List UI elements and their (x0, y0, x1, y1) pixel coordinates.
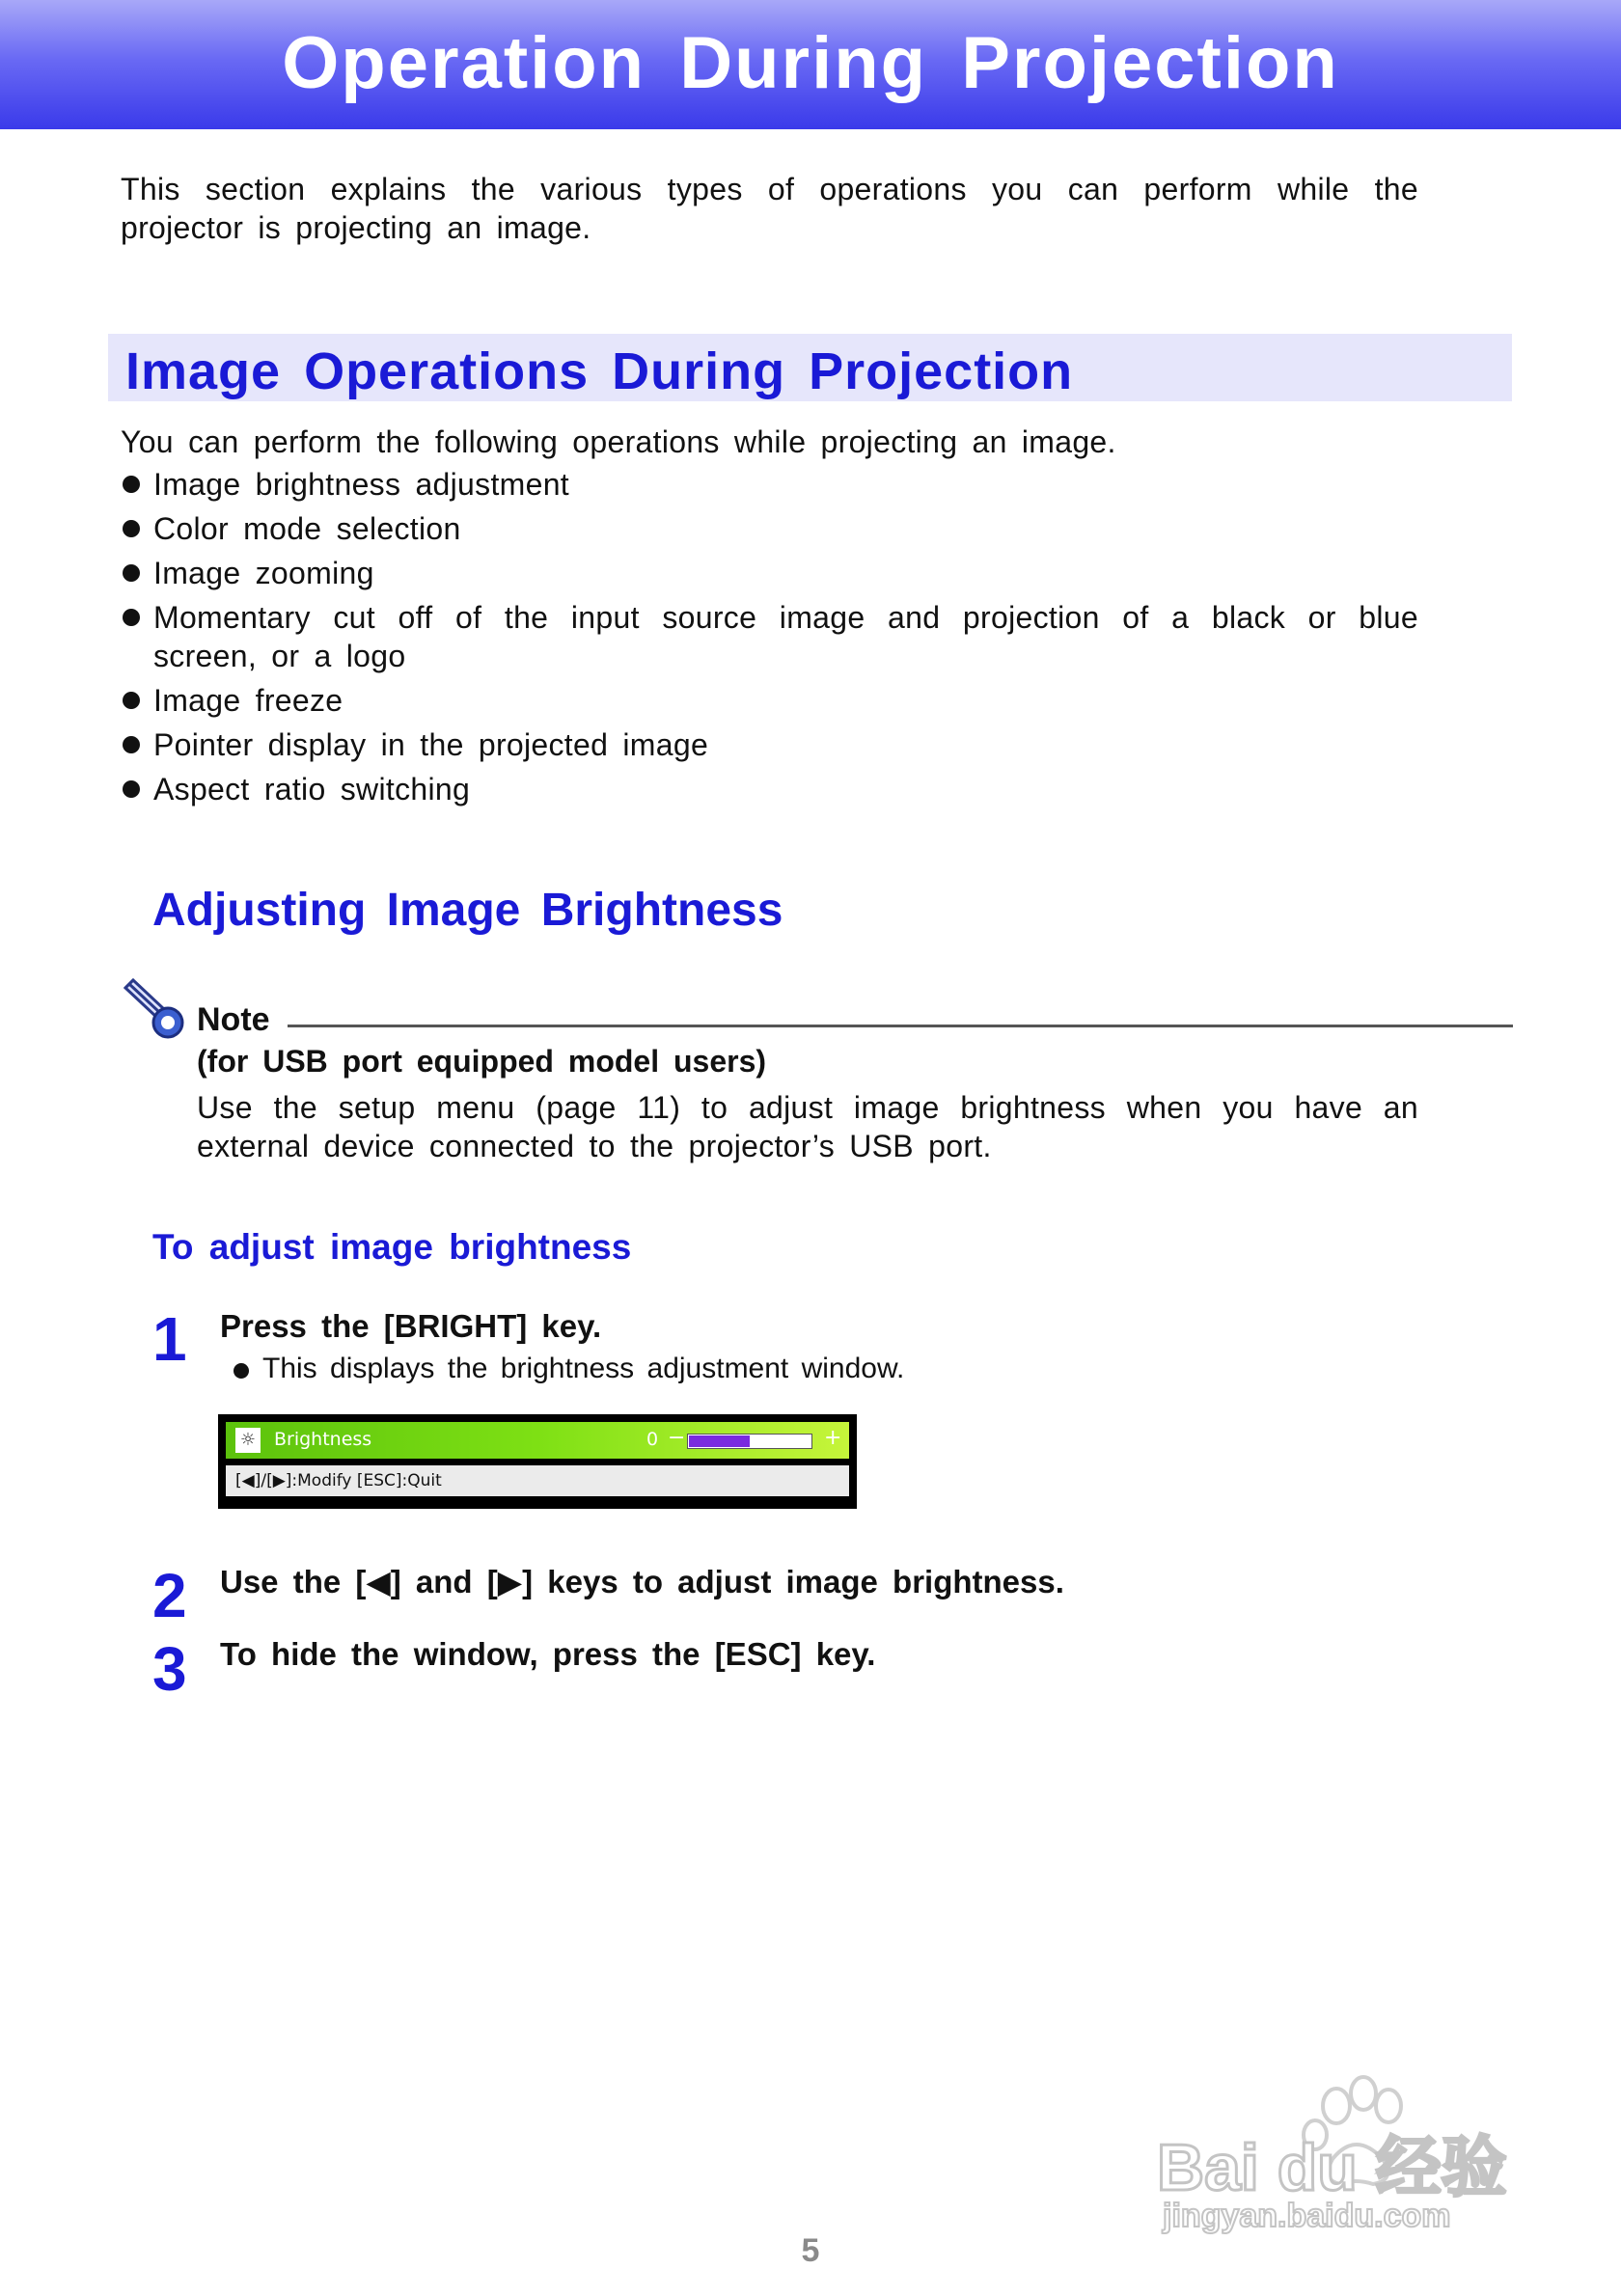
page-title: Operation During Projection (282, 22, 1339, 104)
bullet-icon (123, 736, 140, 753)
note-divider (288, 1025, 1513, 1027)
note-subtitle: (for USB port equipped model users) (197, 1044, 767, 1079)
note-pencil-icon (120, 974, 187, 1042)
bullet-icon (123, 476, 140, 493)
step-2-number: 2 (152, 1561, 187, 1630)
note-label: Note (197, 1001, 270, 1038)
brightness-slider-fill (689, 1435, 750, 1447)
bullet-icon (123, 609, 140, 626)
section-title: Image Operations During Projection (125, 342, 1074, 400)
brightness-window-header (226, 1422, 849, 1459)
note-body: Use the setup menu (page 11) to adjust image brightness when you have an external device connected to the projector’s USB port. (197, 1090, 1418, 1163)
step-1-detail: This displays the brightness adjustment window. (232, 1353, 904, 1385)
brightness-window-footer (226, 1465, 849, 1496)
bullet-icon (123, 520, 140, 537)
bullet-icon (123, 564, 140, 582)
key-hint: [◀]/[▶]:Modify [ESC]:Quit (235, 1471, 442, 1490)
bullet-icon (123, 692, 140, 709)
list-item: Pointer display in the projected image (121, 725, 1418, 764)
brightness-window (218, 1414, 857, 1509)
plus-icon: + (824, 1426, 842, 1450)
brightness-value: 0 (646, 1429, 659, 1450)
list-item: Momentary cut off of the input source image and projection of a black or blue screen, or a logo (121, 598, 1418, 675)
sun-icon: ☼ (235, 1428, 261, 1453)
list-item: Aspect ratio switching (121, 770, 1418, 808)
step-1-text: Press the [BRIGHT] key. (220, 1308, 602, 1344)
list-item: Image freeze (121, 681, 1418, 720)
step-1-number: 1 (152, 1304, 187, 1374)
list-item: Color mode selection (121, 509, 1418, 548)
intro-paragraph: This section explains the various types of operations you can perform while the projector is projecting an image. (121, 172, 1418, 245)
svg-text:Bai du 经验: Bai du 经验 (1157, 2131, 1507, 2204)
bullet-icon (123, 780, 140, 798)
step-2-text: Use the [◀] and [▶] keys to adjust image brightness. (220, 1564, 1064, 1599)
operations-intro: You can perform the following operations while projecting an image. (121, 424, 1116, 459)
list-item: Image zooming (121, 554, 1418, 592)
step-3-number: 3 (152, 1634, 187, 1704)
brightness-label: Brightness (274, 1429, 372, 1450)
subsection-title: Adjusting Image Brightness (152, 885, 783, 936)
minus-icon: − (668, 1426, 686, 1450)
operations-list (121, 465, 1418, 814)
title-banner (0, 0, 1621, 129)
step-3-text: To hide the window, press the [ESC] key. (220, 1636, 876, 1672)
procedure-title: To adjust image brightness (152, 1227, 632, 1267)
page-number: 5 (801, 2232, 820, 2269)
bullet-icon (234, 1363, 249, 1379)
list-item: Image brightness adjustment (121, 465, 1418, 504)
baidu-watermark (1143, 2053, 1529, 2236)
section-heading-bar (108, 334, 1512, 401)
svg-text:jingyan.baidu.com: jingyan.baidu.com (1163, 2198, 1451, 2234)
brightness-slider[interactable] (687, 1434, 812, 1449)
